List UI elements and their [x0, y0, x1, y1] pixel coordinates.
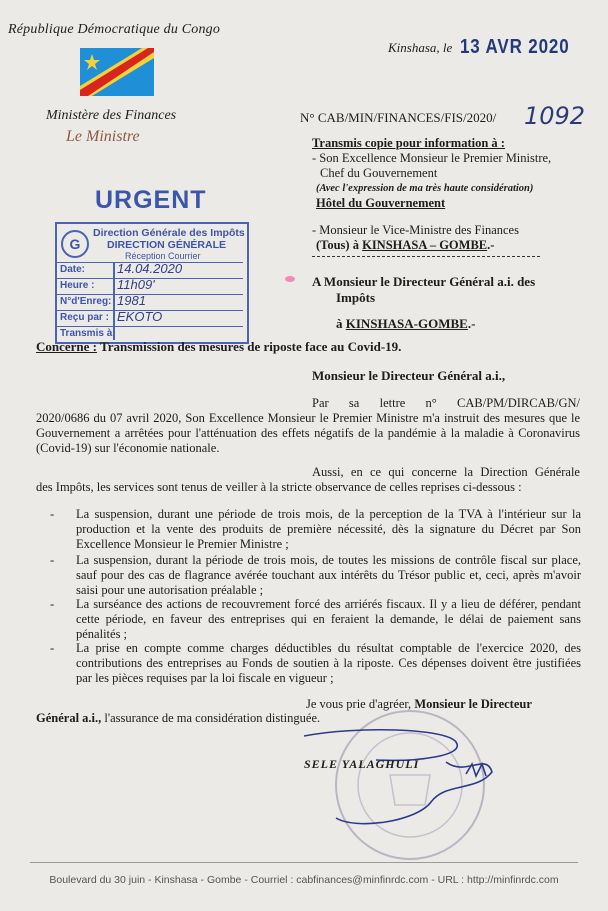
signatory-name: SELE YALAGHULI	[304, 757, 420, 771]
stamp-row	[57, 294, 243, 310]
stamp-row-label: N°d'Enreg:	[60, 296, 112, 307]
paragraph-1: 2020/0686 du 07 avril 2020, Son Excellence Monsieur le Premier Ministre m'a instruit des mesures que le Gouvernement a arrêtées pour l'atténuation des effets négatifs de la pandémie à la maladie à Coronavirus (Covid-19) sur l'économie nationale.	[36, 411, 580, 455]
paragraph-1-first-line: Par sa lettre n° CAB/PM/DIRCAB/GN/	[312, 396, 580, 410]
addressee	[312, 274, 535, 332]
closing-addressee: Monsieur le Directeur	[414, 697, 532, 711]
subject	[36, 339, 401, 355]
copy-line: - Son Excellence Monsieur le Premier Ministre,	[312, 151, 552, 165]
subject-label: Concerne :	[36, 339, 98, 354]
addressee-city	[312, 316, 535, 332]
date-stamp: 13 AVR 2020	[460, 36, 570, 58]
urgent-stamp: URGENT	[95, 186, 207, 214]
addressee-line: Impôts	[336, 290, 376, 305]
republic-title: République Démocratique du Congo	[8, 22, 221, 37]
addressee-text: à	[336, 316, 346, 331]
stamp-title: Direction Générale des Impôts	[93, 227, 245, 239]
reception-stamp	[55, 222, 249, 344]
copy-line	[312, 238, 592, 253]
footer-divider	[30, 862, 578, 863]
copy-line: Chef du Gouvernement	[320, 166, 438, 180]
copy-line: Hôtel du Gouvernement	[316, 196, 446, 210]
stamp-row-value: EKOTO	[117, 309, 163, 324]
highlight-mark	[285, 276, 295, 282]
dgi-logo-icon: G	[61, 230, 89, 258]
addressee-text: .-	[467, 316, 476, 331]
minister-title: Le Ministre	[66, 128, 140, 145]
bullet-mark: -	[50, 641, 55, 655]
reference-number: 1092	[524, 102, 586, 130]
addressee-line: A Monsieur le Directeur Général a.i. des	[312, 274, 536, 289]
closing-line-2	[36, 711, 320, 726]
copy-block	[312, 136, 592, 253]
bullet-mark: -	[50, 553, 55, 567]
closing-addressee-2: Général a.i.,	[36, 711, 102, 725]
stamp-subtitle: DIRECTION GÉNÉRALE	[107, 239, 227, 251]
copy-line: - Monsieur le Vice-Ministre des Finances	[312, 223, 519, 237]
list-item: La surséance des actions de recouvrement forcé des arriérés fiscaux. Il y a lieu de déférer, pendant cette période, en faveur des entreprises qui en feraient la demande, le délai de paiement sans pénalités ;	[76, 597, 581, 641]
closing-text-2: l'assurance de ma considération distinguée.	[101, 711, 321, 725]
bullet-mark: -	[50, 507, 55, 521]
drc-flag-icon	[80, 48, 154, 96]
paragraph-2-first-line: Aussi, en ce qui concerne la Direction Générale	[312, 465, 580, 479]
reference: N° CAB/MIN/FINANCES/FIS/2020/	[300, 110, 497, 125]
stamp-row-value: 14.04.2020	[117, 261, 183, 276]
copy-text: .-	[487, 238, 495, 252]
place-label: Kinshasa, le	[388, 40, 453, 55]
stamp-row-label: Date:	[60, 264, 86, 275]
bullet-mark: -	[50, 597, 55, 611]
addressee-city-name: KINSHASA-GOMBE	[345, 316, 468, 331]
stamp-row-value: 1981	[117, 293, 146, 308]
ministry-name: Ministère des Finances	[46, 108, 177, 123]
paragraph-2: des Impôts, les services sont tenus de veiller à la stricte observance de celles reprises ci-dessous :	[36, 480, 522, 494]
subject-text: Transmission des mesures de riposte face au Covid-19.	[97, 339, 402, 354]
signature-scribble-icon	[296, 722, 504, 832]
stamp-row-value: 11h09'	[117, 277, 155, 292]
stamp-row	[57, 278, 243, 294]
copy-city: KINSHASA – GOMBE	[362, 238, 488, 252]
stamp-row-label: Reçu par :	[60, 312, 109, 323]
copy-line: (Avec l'expression de ma très haute considération)	[316, 183, 534, 194]
copy-text: (Tous) à	[316, 238, 363, 252]
list-item: La suspension, durant la période de trois mois, de toutes les missions de contrôle fiscal sur place, sauf pour des cas de flagrance avérée touchant aux intérêts du Trésor public et, ceci, après m'avoir saisi pour une autorisation préalable ;	[76, 553, 581, 597]
salutation: Monsieur le Directeur Général a.i.,	[312, 368, 506, 383]
stamp-row-label: Heure :	[60, 280, 95, 291]
stamp-row-label: Transmis à	[60, 328, 113, 339]
closing-text: Je vous prie d'agréer,	[306, 697, 415, 711]
stamp-row	[57, 310, 243, 326]
divider	[312, 256, 540, 257]
list-item: La suspension, durant une période de trois mois, de la perception de la TVA à l'intérieur sur la production et la vente des produits de première nécessité, dès la signature du Décret par Son Excellence Monsieur le Premier Ministre ;	[76, 507, 581, 551]
list-item: La prise en compte comme charges déductibles du résultat comptable de l'exercice 2020, des contributions des entreprises au Fonds de soutien à la riposte. Ces dépenses doivent être justifiées par les pièces requises par la loi fiscale en vigueur ;	[76, 641, 581, 685]
copy-title: Transmis copie pour information à :	[312, 136, 505, 150]
stamp-caption: Réception Courrier	[125, 251, 201, 261]
stamp-row	[57, 262, 243, 278]
footer-address: Boulevard du 30 juin - Kinshasa - Gombe - Courriel : cabfinances@minfinrdc.com - URL : http://minfinrdc.com	[49, 874, 559, 886]
